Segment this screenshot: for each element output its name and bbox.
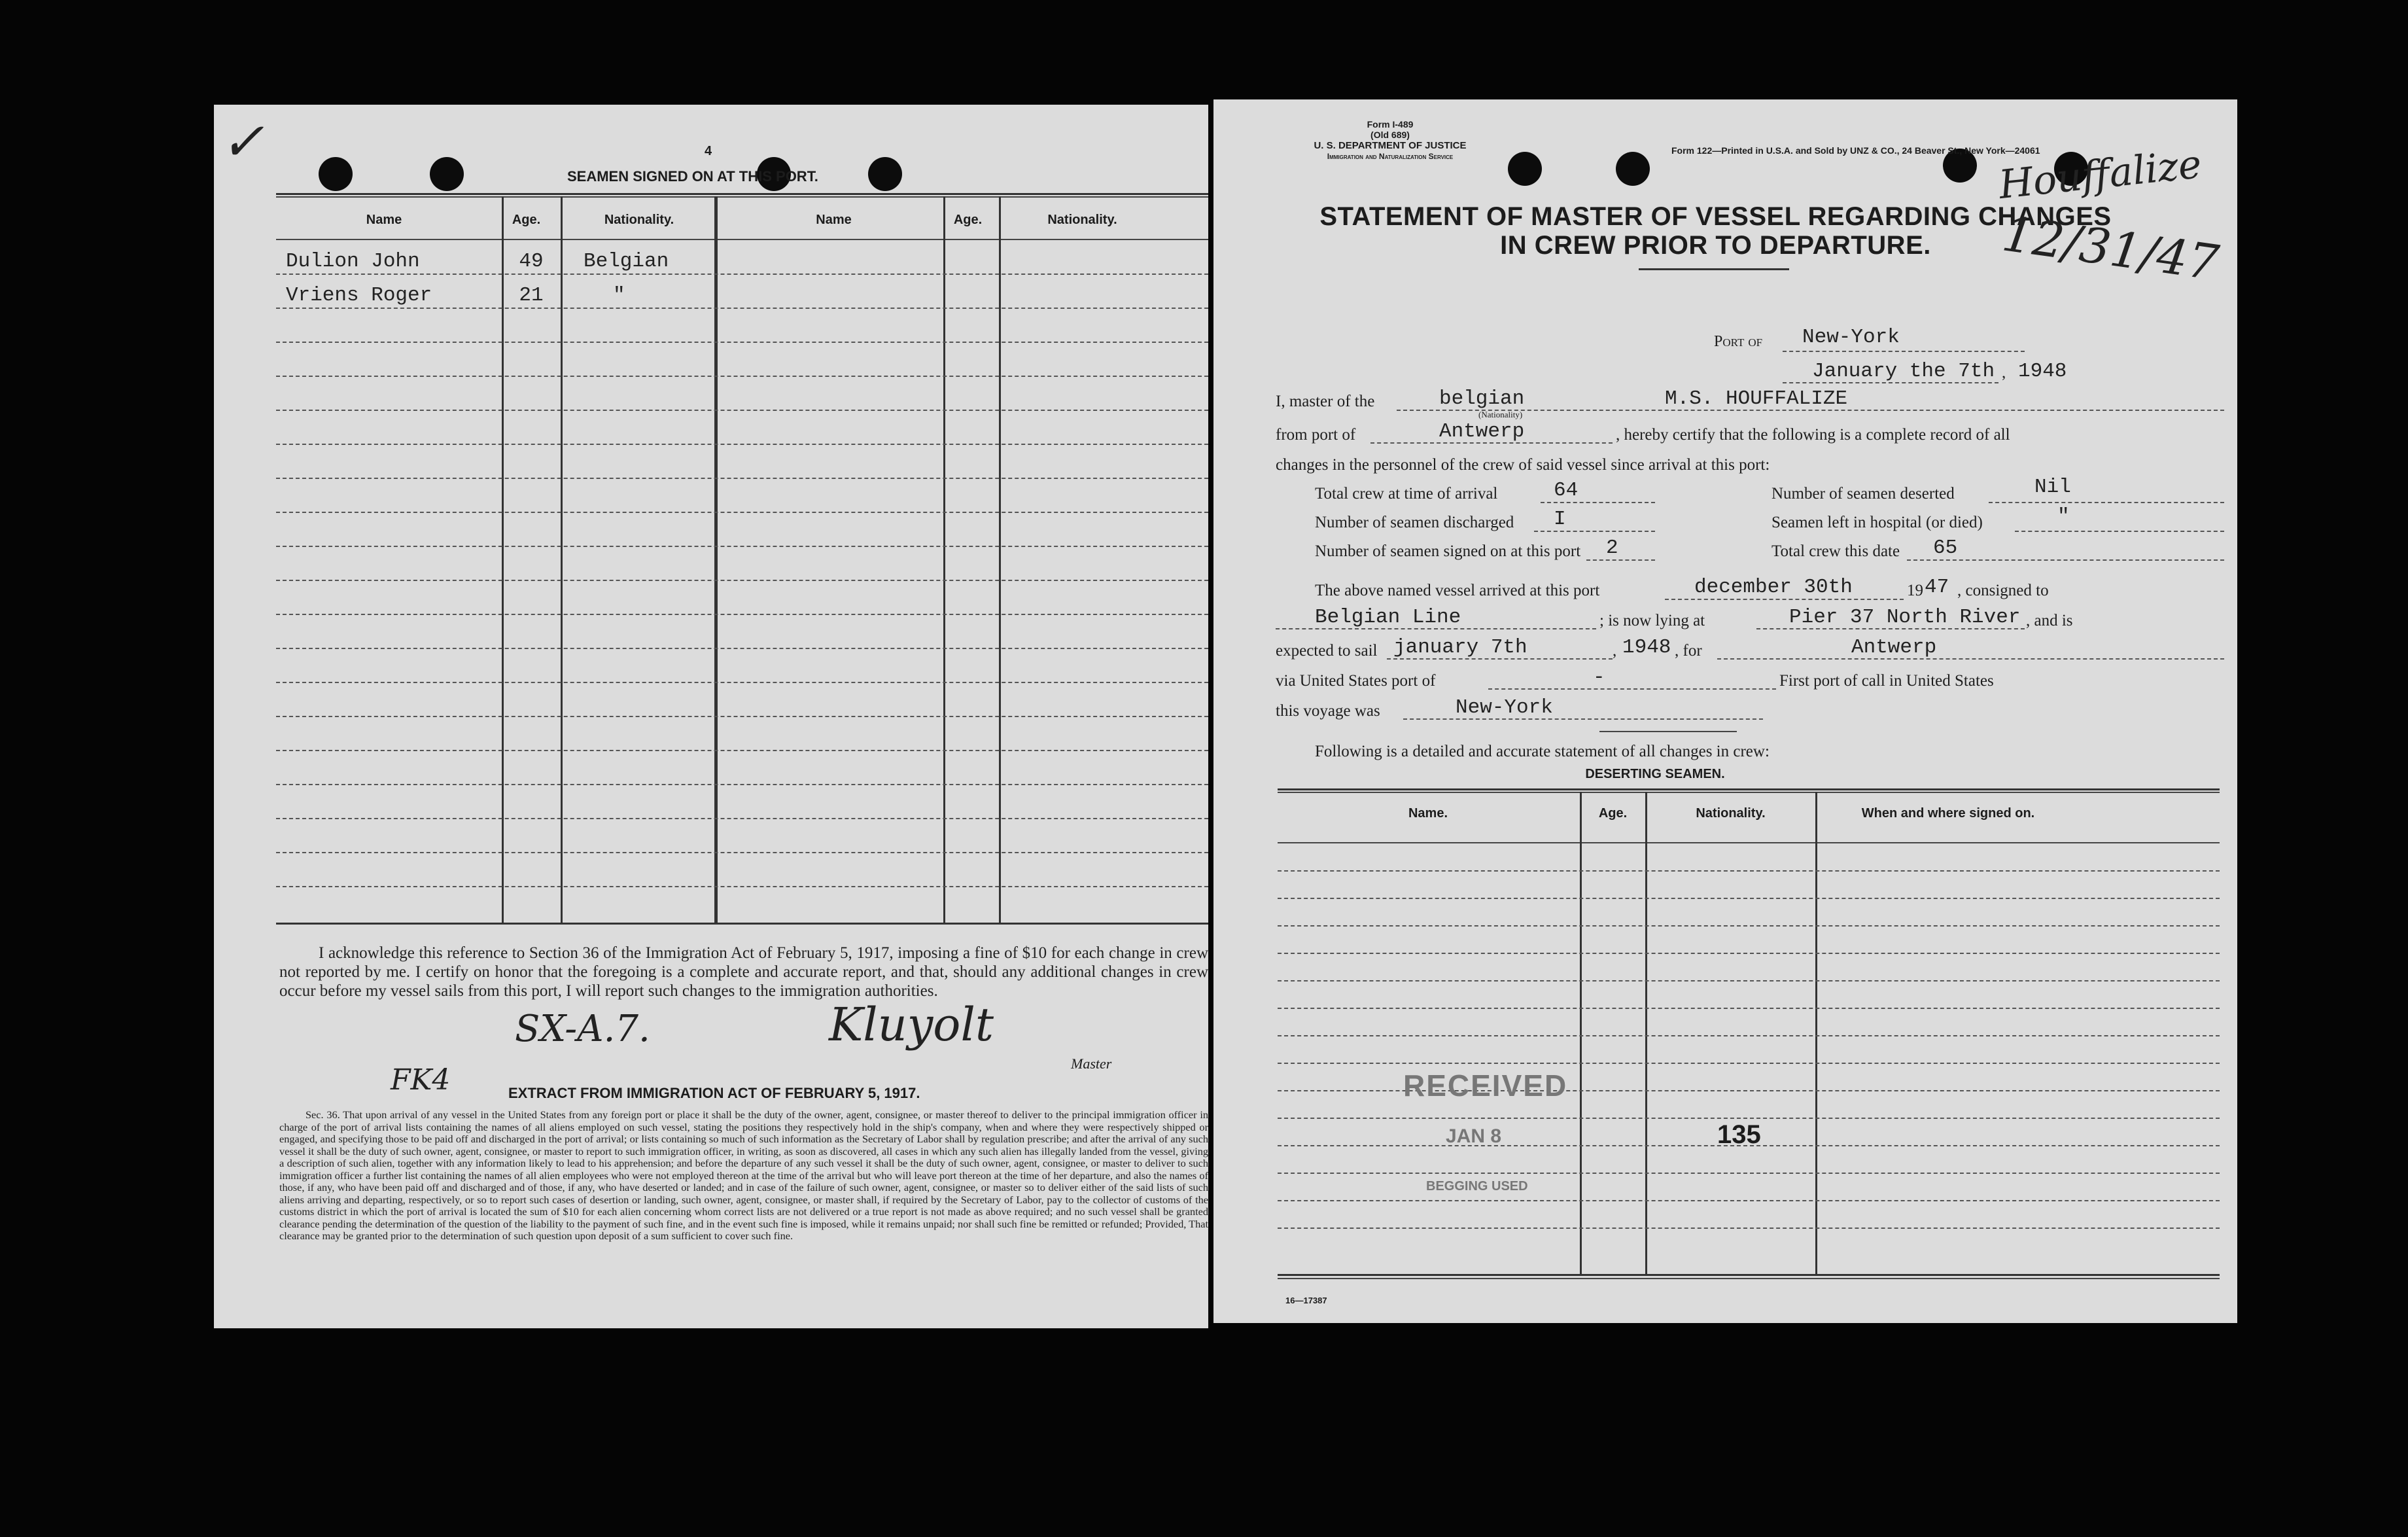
received-stamp: RECEIVED bbox=[1403, 1069, 1568, 1103]
seaman-age: 49 bbox=[519, 250, 544, 273]
column-rule bbox=[1580, 792, 1582, 1276]
received-stamp-date: JAN 8 bbox=[1446, 1125, 1502, 1147]
punch-hole bbox=[430, 157, 464, 191]
field-rule bbox=[1387, 658, 1613, 660]
seaman-nationality: Belgian bbox=[584, 250, 669, 273]
check-mark: ✓ bbox=[220, 111, 265, 172]
column-rule bbox=[943, 196, 945, 923]
column-header-age: Age. bbox=[512, 213, 541, 227]
table-bottom-rule bbox=[276, 923, 1208, 925]
field-rule bbox=[1586, 559, 1655, 561]
header-rule bbox=[276, 239, 1208, 240]
row-rule bbox=[276, 750, 1208, 751]
column-rule bbox=[1645, 792, 1647, 1276]
row-rule bbox=[1278, 1008, 2220, 1009]
field-rule bbox=[1717, 658, 2224, 660]
field-rule bbox=[1989, 502, 2224, 503]
service: Immigration and Naturalization Service bbox=[1327, 152, 1454, 161]
nationality-caption: (Nationality) bbox=[1478, 410, 1523, 419]
row-rule bbox=[276, 614, 1208, 615]
punch-hole bbox=[868, 157, 902, 191]
for-label: , for bbox=[1675, 642, 1702, 660]
row-rule bbox=[276, 410, 1208, 411]
following-text: Following is a detailed and accurate statement of all changes in crew: bbox=[1315, 743, 1770, 760]
row-rule bbox=[276, 274, 1208, 275]
department: U. S. DEPARTMENT OF JUSTICE bbox=[1314, 140, 1467, 151]
changes-text: changes in the personnel of the crew of said vessel since arrival at this port: bbox=[1276, 456, 1770, 474]
right-page bbox=[1213, 99, 2237, 1323]
and-is-label: , and is bbox=[2026, 612, 2073, 629]
field-rule bbox=[1534, 531, 1655, 532]
table-top-rule bbox=[276, 193, 1208, 195]
port-label: Port of bbox=[1714, 333, 1763, 350]
via-value: - bbox=[1593, 666, 1605, 689]
row-rule bbox=[276, 342, 1208, 343]
row-rule bbox=[276, 886, 1208, 887]
field-rule bbox=[1665, 599, 1904, 600]
table-top-rule bbox=[1278, 788, 2220, 790]
consignee-value: Belgian Line bbox=[1315, 606, 1461, 629]
seaman-age: 21 bbox=[519, 284, 544, 307]
column-header-name: Name. bbox=[1408, 806, 1448, 821]
header-rule bbox=[1278, 842, 2220, 843]
field-rule bbox=[1403, 718, 1763, 720]
total-value: 65 bbox=[1933, 537, 1958, 559]
row-rule bbox=[276, 444, 1208, 445]
deserted-label: Number of seamen deserted bbox=[1771, 485, 1955, 503]
destination-value: Antwerp bbox=[1851, 636, 1937, 659]
row-rule bbox=[1278, 953, 2220, 954]
row-rule bbox=[1278, 1118, 2220, 1119]
punch-hole bbox=[1508, 152, 1542, 186]
row-rule bbox=[276, 716, 1208, 717]
column-header-name-2: Name bbox=[816, 213, 852, 227]
printer-note: Form 122—Printed in U.S.A. and Sold by UNZ & CO., 24 Beaver St., New York—24061 bbox=[1671, 145, 2040, 156]
column-header-age-2: Age. bbox=[953, 213, 983, 227]
field-rule bbox=[2015, 531, 2224, 532]
column-header-age: Age. bbox=[1598, 806, 1628, 821]
voyage-label: this voyage was bbox=[1276, 702, 1380, 720]
table-top-rule bbox=[1278, 792, 2220, 793]
crew-arrival-value: 64 bbox=[1554, 479, 1579, 502]
row-rule bbox=[1278, 1228, 2220, 1229]
signed-value: 2 bbox=[1606, 537, 1618, 559]
field-rule bbox=[1783, 351, 2025, 352]
row-rule bbox=[1278, 898, 2220, 899]
expected-year: 1948 bbox=[1622, 636, 1671, 659]
deserted-value: Nil bbox=[2034, 476, 2071, 499]
row-rule bbox=[276, 852, 1208, 853]
comma: , bbox=[1613, 642, 1617, 660]
column-header-name: Name bbox=[366, 213, 402, 227]
master-signature: Kluyolt bbox=[829, 998, 994, 1051]
arrived-label: The above named vessel arrived at this port bbox=[1315, 582, 1600, 599]
arrived-value: december 30th bbox=[1694, 576, 1853, 599]
total-label: Total crew this date bbox=[1771, 542, 1900, 560]
received-stamp-text: BEGGING USED bbox=[1426, 1179, 1528, 1193]
punch-hole bbox=[319, 157, 353, 191]
port-value: New-York bbox=[1802, 326, 1900, 349]
certify-text: , hereby certify that the following is a complete record of all bbox=[1616, 426, 2010, 444]
lying-value: Pier 37 North River bbox=[1789, 606, 2021, 629]
master-label: Master bbox=[1071, 1055, 1112, 1072]
year-comma: , bbox=[2002, 364, 2006, 381]
column-rule bbox=[561, 196, 563, 923]
first-port-label: First port of call in United States bbox=[1779, 672, 1994, 690]
deserting-title: DESERTING SEAMEN. bbox=[1585, 767, 1725, 781]
form-old-number: (Old 689) bbox=[1370, 130, 1410, 140]
master-of-label: I, master of the bbox=[1276, 393, 1375, 410]
column-rule bbox=[714, 196, 718, 923]
field-rule bbox=[1783, 382, 1998, 383]
column-header-nationality-2: Nationality. bbox=[1047, 213, 1117, 227]
section-title: SEAMEN SIGNED ON AT THIS PORT. bbox=[567, 168, 818, 185]
extract-text: Sec. 36. That upon arrival of any vessel in the United States from any foreign port or place it shall be the duty of the owner, agent, consignee, or master thereof to deliver to the principal immigration officer in charge of the port of arrival lists containing the names of all aliens employed on such vessel, stating the positions they respectively hold in the ship's company, when and where they were respectively shipped or engaged, and specifying those to be paid off and discharged in the port of arrival; or lists containing so much of such information as the Secretary of Labor shall by regulation prescribe; and after the arrival of any such vessel it shall be the duty of such owner, agent, consignee, or master to report to such immigration officer, in writing, as soon as discovered, all cases in which any such alien has illegally landed from the vessel, giving a description of such alien, together with any information likely to lead to his apprehension; and before the departure of any such vessel it shall be the duty of such owner, agent, consignee, or master to deliver to such immigration officer a further list containing the names of all alien employees who were not employed thereon at the time of the arrival but who will leave port thereon at the time of her departure, and also the names of those, if any, who have been paid off and discharged and of those, if any, who have deserted or landed; and in case of the failure of such owner, agent, consignee, or master so to deliver either of the said lists of such aliens arriving and departing, respectively, or so to report such cases of desertion or landing, such owner, agent, consignee, or master shall, if required by the Secretary of Labor, pay to the collector of customs of the customs district in which the port of arrival is located the sum of $10 for each alien concerning whom correct lists are not delivered or a true report is not made as above required; and no such vessel shall be granted clearance pending the determination of the question of the liability to the payment of such fine, and in the event such fine is imposed, while it remains unpaid; nor shall such fine be remitted or refunded; Provided, That clearance may be granted prior to the determination of such question upon deposit of a sum sufficient to cover such fine. bbox=[279, 1108, 1208, 1242]
form-title: IN CREW PRIOR TO DEPARTURE. bbox=[1500, 231, 1931, 260]
left-page bbox=[214, 105, 1208, 1328]
field-rule bbox=[1370, 442, 1613, 444]
seaman-nationality: " bbox=[613, 284, 625, 307]
consigned-label: , consigned to bbox=[1957, 582, 2049, 599]
row-rule bbox=[276, 546, 1208, 547]
crew-arrival-label: Total crew at time of arrival bbox=[1315, 485, 1498, 503]
row-rule bbox=[276, 512, 1208, 513]
row-rule bbox=[276, 580, 1208, 581]
handwritten-note: FK4 bbox=[391, 1063, 451, 1097]
expected-label: expected to sail bbox=[1276, 642, 1378, 660]
via-label: via United States port of bbox=[1276, 672, 1436, 690]
column-header-nationality: Nationality. bbox=[604, 213, 674, 227]
field-rule bbox=[1276, 628, 1596, 629]
title-underline bbox=[1639, 268, 1789, 270]
seaman-name: Dulion John bbox=[286, 250, 420, 273]
expected-value: january 7th bbox=[1393, 636, 1527, 659]
table-top-rule bbox=[276, 196, 1208, 198]
from-port-label: from port of bbox=[1276, 426, 1356, 444]
form-code: 16—17387 bbox=[1285, 1296, 1327, 1305]
lying-label: ; is now lying at bbox=[1599, 612, 1705, 629]
column-header-nationality: Nationality. bbox=[1696, 806, 1766, 821]
from-port-value: Antwerp bbox=[1439, 420, 1525, 443]
stamp-number: 135 bbox=[1717, 1120, 1761, 1149]
signature-initials: SX-A.7. bbox=[515, 1008, 650, 1050]
discharged-label: Number of seamen discharged bbox=[1315, 514, 1514, 531]
form-title: STATEMENT OF MASTER OF VESSEL REGARDING CHANGES bbox=[1319, 202, 2112, 231]
row-rule bbox=[276, 818, 1208, 819]
table-bottom-rule bbox=[1278, 1278, 2220, 1279]
handwritten-vessel-name: Houffalize bbox=[1997, 141, 2204, 209]
discharged-value: I bbox=[1554, 508, 1566, 531]
column-rule bbox=[1815, 792, 1817, 1276]
year-prefix: 19 bbox=[1907, 582, 1923, 599]
table-bottom-rule bbox=[1278, 1274, 2220, 1276]
row-rule bbox=[1278, 1063, 2220, 1064]
page-number: 4 bbox=[705, 144, 712, 158]
row-rule bbox=[276, 784, 1208, 785]
row-rule bbox=[1278, 925, 2220, 927]
row-rule bbox=[276, 308, 1208, 309]
row-rule bbox=[1278, 1200, 2220, 1201]
row-rule bbox=[276, 376, 1208, 377]
row-rule bbox=[276, 648, 1208, 649]
vessel-value: M.S. HOUFFALIZE bbox=[1665, 387, 1848, 410]
column-header-signed-on: When and where signed on. bbox=[1861, 806, 2035, 821]
arrived-year: 47 bbox=[1925, 576, 1949, 599]
field-rule bbox=[1756, 628, 2025, 629]
field-rule bbox=[1488, 688, 1776, 690]
year-value: 1948 bbox=[2018, 360, 2067, 383]
signed-label: Number of seamen signed on at this port bbox=[1315, 542, 1581, 560]
field-rule bbox=[1541, 502, 1655, 503]
hospital-label: Seamen left in hospital (or died) bbox=[1771, 514, 1983, 531]
row-rule bbox=[276, 682, 1208, 683]
punch-hole bbox=[1616, 152, 1650, 186]
row-rule bbox=[1278, 1035, 2220, 1036]
row-rule bbox=[276, 478, 1208, 479]
row-rule bbox=[1278, 980, 2220, 981]
form-number: Form I-489 bbox=[1367, 119, 1414, 130]
voyage-value: New-York bbox=[1456, 696, 1553, 719]
column-rule bbox=[999, 196, 1001, 923]
field-rule bbox=[1397, 410, 2224, 411]
field-rule bbox=[1907, 559, 2224, 561]
acknowledgement-text: I acknowledge this reference to Section 36 of the Immigration Act of February 5, 1917, imposing a fine of $10 for each change in crew not reported by me. I certify on honor that the foregoing is a complete and accurate report, and that, should any additional changes in crew occur before my vessel sails from this port, I will report such changes to the immigration authorities. bbox=[279, 944, 1208, 1000]
hospital-value: " bbox=[2057, 505, 2070, 528]
row-rule bbox=[1278, 870, 2220, 872]
date-value: January the 7th bbox=[1812, 360, 1995, 383]
handwritten-date: 12/31/47 bbox=[1998, 205, 2222, 292]
nationality-value: belgian bbox=[1439, 387, 1525, 410]
seaman-name: Vriens Roger bbox=[286, 284, 432, 307]
row-rule bbox=[1278, 1173, 2220, 1174]
extract-title: EXTRACT FROM IMMIGRATION ACT OF FEBRUARY 5, 1917. bbox=[508, 1085, 920, 1101]
divider bbox=[1599, 731, 1737, 732]
